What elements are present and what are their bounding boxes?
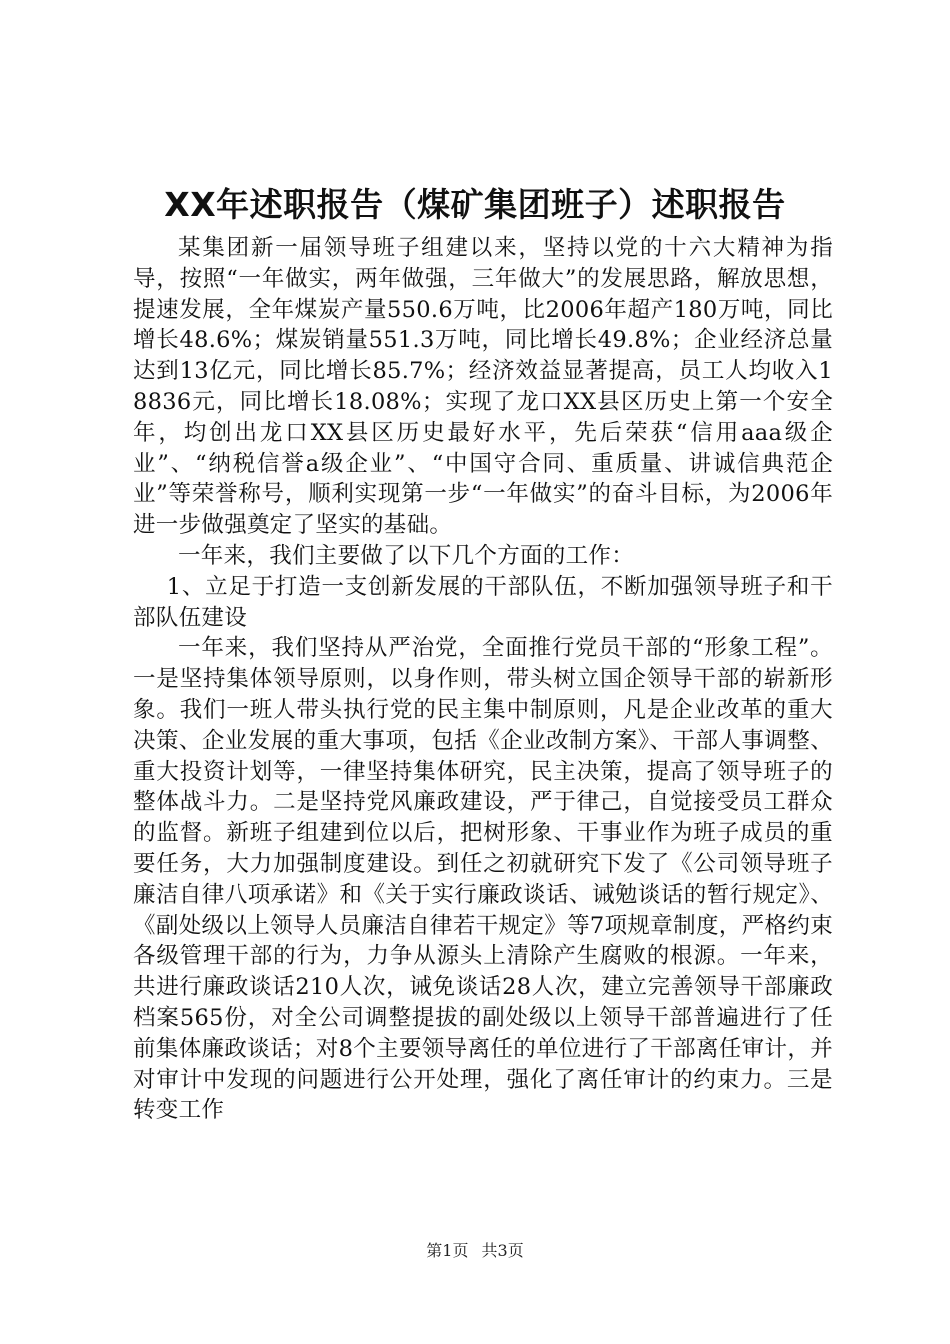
paragraph-section-1: 一年来，我们坚持从严治党，全面推行党员干部的“形象工程”。一是坚持集体领导原则，以身作则，带头树立国企领导干部的崭新形象。我们一班人带头执行党的民主集中制原则，凡是企业改革的重大决策、企业发展的重大事项，包括《企业改制方案》、干部人事调整、重大投资计划等，一律坚持集体研究，民主决策，提高了领导班子的整体战斗力。二是坚持党风廉政建设，严于律己，自觉接受员工群众的监督。新班子组建到位以后，把树形象、干事业作为班子成员的重要任务，大力加强制度建设。到任之初就研究下发了《公司领导班子廉洁自律八项承诺》和《关于实行廉政谈话、诫勉谈话的暂行规定》、《副处级以上领导人员廉洁自律若干规定》等7项规章制度，严格约束各级管理干部的行为，力争从源头上清除产生腐败的根源。一年来，共进行廉政谈话210人次，诫免谈话28人次，建立完善领导干部廉政档案565份，对全公司调整提拔的副处级以上领导干部普遍进行了任前集体廉政谈话；对8个主要领导离任的单位进行了干部离任审计，并对审计中发现的问题进行公开处理，强化了离任审计的约束力。三是转变工作	[133, 635, 833, 1124]
paragraph-intro: 一年来，我们主要做了以下几个方面的工作：	[178, 542, 635, 569]
page-total: 共3页	[481, 1241, 524, 1260]
paragraph-summary: 某集团新一届领导班子组建以来，坚持以党的十六大精神为指导，按照“一年做实，两年做强，三年做大”的发展思路，解放思想，提速发展，全年煤炭产量550.6万吨，比2006年超产180万吨，同比增长48.6%；煤炭销量551.3万吨，同比增长49.8%；企业经济总量达到13亿元，同比增长85.7%；经济效益显著提高，员工人均收入18836元，同比增长18.08%；实现了龙口XX县区历史上第一个安全年，均创出龙口XX县区历史最好水平，先后荣获“信用aaa级企业”、“纳税信誉a级企业”、“中国守合同、重质量、讲诚信典范企业”等荣誉称号，顺利实现第一步“一年做实”的奋斗目标，为2006年进一步做强奠定了坚实的基础。	[133, 235, 833, 539]
document-title: XX年述职报告（煤矿集团班子）述职报告	[164, 185, 786, 224]
page-footer	[0, 1241, 950, 1261]
page-number: 第1页	[426, 1241, 469, 1260]
document-body	[133, 233, 833, 1126]
section-heading-1: 1、立足于打造一支创新发展的干部队伍，不断加强领导班子和干部队伍建设	[133, 573, 833, 631]
